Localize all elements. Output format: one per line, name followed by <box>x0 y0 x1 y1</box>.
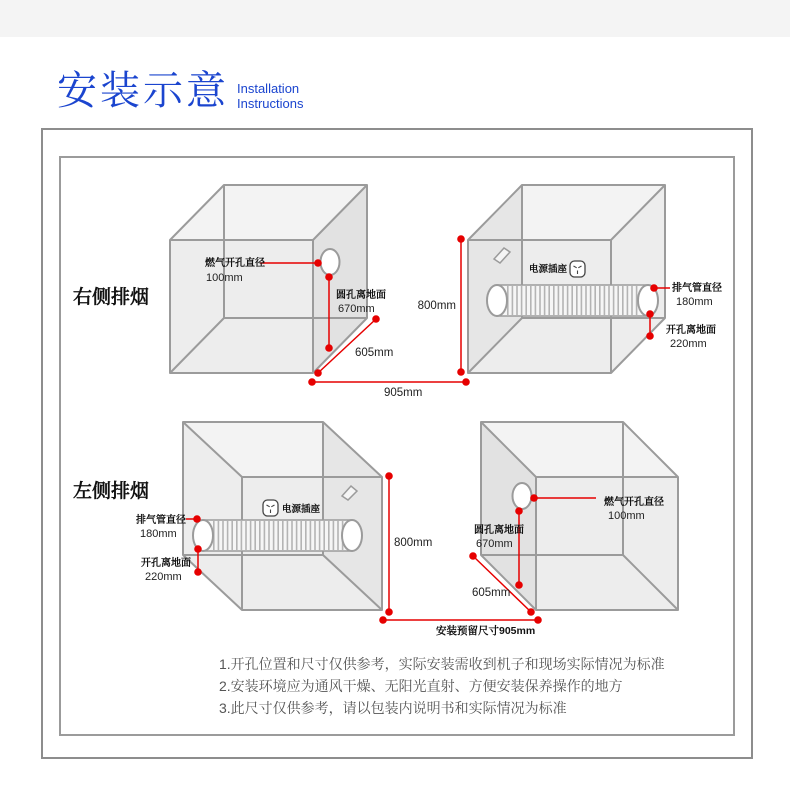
dim-dot <box>457 368 465 376</box>
depth-value: 605mm <box>472 587 511 599</box>
dim-dot <box>646 332 654 340</box>
gas-hole-value: 100mm <box>608 510 645 522</box>
opening-height-label: 开孔离地面 <box>666 325 716 336</box>
dim-dot <box>325 344 333 352</box>
round-hole-height-value: 670mm <box>476 538 513 550</box>
section-label-right-exhaust: 右侧排烟 <box>73 287 150 308</box>
opening-height-value: 220mm <box>670 338 707 350</box>
round-hole-height-label: 圆孔离地面 <box>474 525 524 536</box>
dim-dot <box>314 259 322 267</box>
dim-dot <box>646 310 654 318</box>
socket-label: 电源插座 <box>282 504 321 515</box>
dim-dot <box>530 494 538 502</box>
height-value: 800mm <box>417 300 456 312</box>
duct-end-right <box>342 520 362 551</box>
dim-dot <box>379 616 387 624</box>
dim-dot <box>314 369 322 377</box>
dim-dot <box>515 507 523 515</box>
power-socket <box>263 500 278 516</box>
power-socket <box>570 261 585 277</box>
gas-hole <box>321 249 340 275</box>
dim-dot <box>372 315 380 323</box>
dim-dot <box>385 472 393 480</box>
dim-dot <box>515 581 523 589</box>
section-label-left-exhaust: 左侧排烟 <box>73 481 150 502</box>
round-hole-height-label: 圆孔离地面 <box>336 290 386 301</box>
duct-label: 排气管直径 <box>136 515 186 526</box>
height-value: 800mm <box>394 537 433 549</box>
power-socket-icon <box>263 500 278 516</box>
width-value: 905mm <box>384 387 423 399</box>
cabinet-bottom-right <box>481 422 678 610</box>
opening-height-label: 开孔离地面 <box>141 558 191 569</box>
dim-dot <box>534 616 542 624</box>
exhaust-duct <box>487 285 658 316</box>
power-socket-icon <box>570 261 585 277</box>
socket-label: 电源插座 <box>528 264 567 275</box>
note-line-2: 2.安装环境应为通风干燥、无阳光直射、方便安装保养操作的地方 <box>219 678 623 694</box>
page-title-en-line1: Installation <box>237 81 300 96</box>
exhaust-duct <box>193 520 362 551</box>
cabinet-top-right <box>468 185 665 373</box>
note-line-1: 1.开孔位置和尺寸仅供参考，实际安装需收到机子和现场实际情况为标准 <box>219 656 665 672</box>
gas-hole-label: 燃气开孔直径 <box>604 497 664 508</box>
opening-height-value: 220mm <box>145 571 182 583</box>
duct-label: 排气管直径 <box>672 283 722 294</box>
dim-dot <box>462 378 470 386</box>
page-title-en-line2: Instructions <box>237 96 304 111</box>
installation-notes <box>219 653 679 719</box>
dim-dot <box>325 273 333 281</box>
dim-dot <box>469 552 477 560</box>
reserved-size-label: 安装预留尺寸905mm <box>436 625 536 637</box>
duct-value: 180mm <box>140 528 177 540</box>
dim-dot <box>308 378 316 386</box>
depth-value: 605mm <box>355 347 394 359</box>
gas-hole <box>513 483 532 509</box>
note-line-3: 3.此尺寸仅供参考，请以包装内说明书和实际情况为标准 <box>219 700 567 716</box>
dim-dot <box>194 568 202 576</box>
duct-end-left <box>487 285 507 316</box>
page-title-cn: 安装示意 <box>57 69 229 113</box>
cabinet-top-left <box>170 185 367 373</box>
gas-hole-label: 燃气开孔直径 <box>205 258 265 269</box>
duct-value: 180mm <box>676 296 713 308</box>
gas-hole-value: 100mm <box>206 272 243 284</box>
dim-dot <box>527 608 535 616</box>
dim-dot <box>650 284 658 292</box>
dim-dot <box>193 515 201 523</box>
dim-dot <box>457 235 465 243</box>
dim-dot <box>194 545 202 553</box>
cabinet-bottom-left <box>183 422 382 610</box>
round-hole-height-value: 670mm <box>338 303 375 315</box>
dim-dot <box>385 608 393 616</box>
